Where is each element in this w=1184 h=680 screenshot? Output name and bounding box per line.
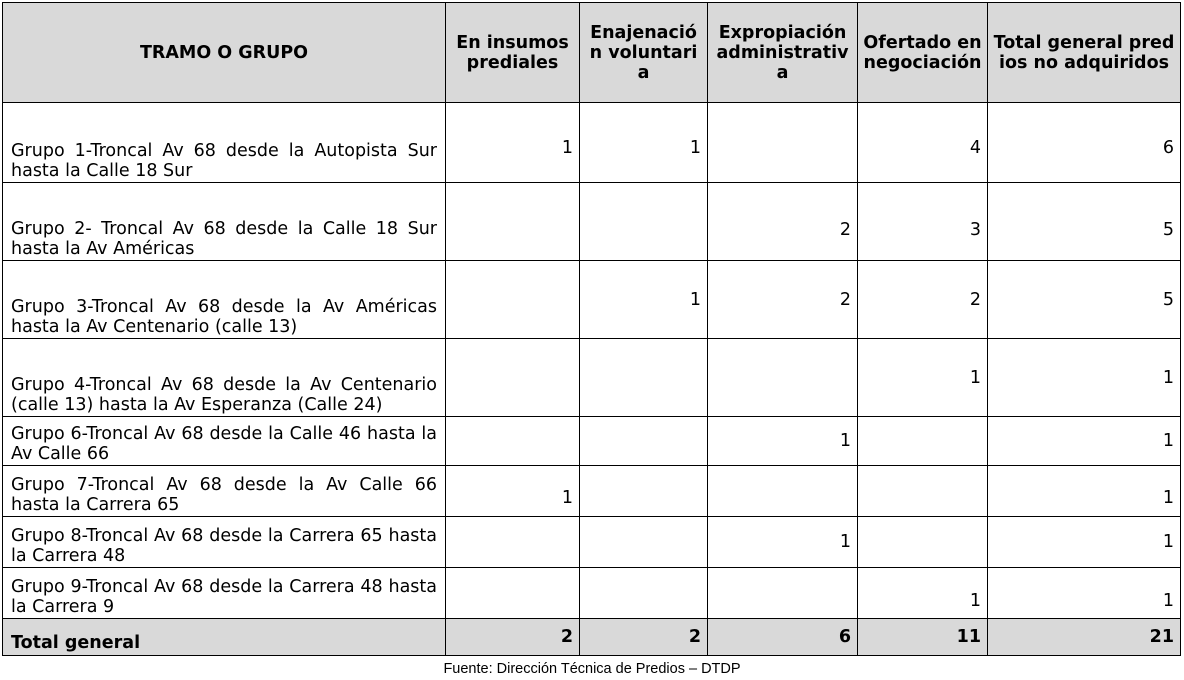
total-general: 21 (988, 619, 1181, 656)
cell-insumos (446, 517, 580, 568)
row-label: Grupo 7-Troncal Av 68 desde la Av Calle 66 hasta la Carrera 65 (3, 466, 446, 517)
row-label: Grupo 8-Troncal Av 68 desde la Carrera 65 hasta la Carrera 48 (3, 517, 446, 568)
cell-insumos: 1 (446, 466, 580, 517)
cell-insumos: 1 (446, 103, 580, 183)
header-enajenacion: Enajenación voluntaria (580, 3, 708, 103)
row-label: Grupo 6-Troncal Av 68 desde la Calle 46 hasta la Av Calle 66 (3, 417, 446, 466)
cell-ofertado (858, 417, 988, 466)
header-ofertado: Ofertado en negociación (858, 3, 988, 103)
cell-total: 1 (988, 517, 1181, 568)
row-label: Grupo 2- Troncal Av 68 desde la Calle 18 Sur hasta la Av Américas (3, 183, 446, 261)
cell-ofertado (858, 466, 988, 517)
cell-enajenacion (580, 183, 708, 261)
cell-expropiacion (708, 466, 858, 517)
cell-enajenacion (580, 517, 708, 568)
cell-expropiacion (708, 568, 858, 619)
cell-expropiacion: 1 (708, 517, 858, 568)
table-row (3, 183, 1181, 261)
cell-insumos (446, 183, 580, 261)
total-expropiacion: 6 (708, 619, 858, 656)
cell-insumos (446, 339, 580, 417)
cell-total: 5 (988, 183, 1181, 261)
cell-total: 1 (988, 466, 1181, 517)
cell-total: 1 (988, 568, 1181, 619)
cell-expropiacion (708, 339, 858, 417)
cell-total: 6 (988, 103, 1181, 183)
table-row (3, 517, 1181, 568)
cell-ofertado: 1 (858, 339, 988, 417)
cell-ofertado: 1 (858, 568, 988, 619)
cell-expropiacion (708, 103, 858, 183)
cell-enajenacion (580, 417, 708, 466)
cell-enajenacion (580, 466, 708, 517)
row-label: Grupo 3-Troncal Av 68 desde la Av Américas hasta la Av Centenario (calle 13) (3, 261, 446, 339)
cell-insumos (446, 417, 580, 466)
cell-enajenacion (580, 568, 708, 619)
cell-insumos (446, 568, 580, 619)
table-row (3, 339, 1181, 417)
table-row (3, 568, 1181, 619)
total-insumos: 2 (446, 619, 580, 656)
header-tramo: TRAMO O GRUPO (3, 3, 446, 103)
table-row (3, 261, 1181, 339)
row-label: Grupo 9-Troncal Av 68 desde la Carrera 48 hasta la Carrera 9 (3, 568, 446, 619)
cell-expropiacion: 2 (708, 261, 858, 339)
cell-insumos (446, 261, 580, 339)
predios-table (2, 2, 1181, 656)
cell-enajenacion: 1 (580, 103, 708, 183)
cell-total: 5 (988, 261, 1181, 339)
source-caption: Fuente: Dirección Técnica de Predios – DTDP (443, 661, 741, 677)
total-enajenacion: 2 (580, 619, 708, 656)
header-row (3, 3, 1181, 103)
cell-ofertado: 4 (858, 103, 988, 183)
row-label: Grupo 1-Troncal Av 68 desde la Autopista Sur hasta la Calle 18 Sur (3, 103, 446, 183)
cell-ofertado: 2 (858, 261, 988, 339)
total-label: Total general (3, 619, 446, 656)
total-row (3, 619, 1181, 656)
header-insumos: En insumos prediales (446, 3, 580, 103)
row-label: Grupo 4-Troncal Av 68 desde la Av Centenario (calle 13) hasta la Av Esperanza (Calle 24) (3, 339, 446, 417)
header-total: Total general predios no adquiridos (988, 3, 1181, 103)
table-row (3, 103, 1181, 183)
header-expropiacion: Expropiación administrativa (708, 3, 858, 103)
cell-total: 1 (988, 417, 1181, 466)
cell-expropiacion: 1 (708, 417, 858, 466)
cell-enajenacion (580, 339, 708, 417)
cell-ofertado: 3 (858, 183, 988, 261)
total-ofertado: 11 (858, 619, 988, 656)
cell-ofertado (858, 517, 988, 568)
table-row (3, 466, 1181, 517)
cell-total: 1 (988, 339, 1181, 417)
cell-enajenacion: 1 (580, 261, 708, 339)
cell-expropiacion: 2 (708, 183, 858, 261)
table-row (3, 417, 1181, 466)
